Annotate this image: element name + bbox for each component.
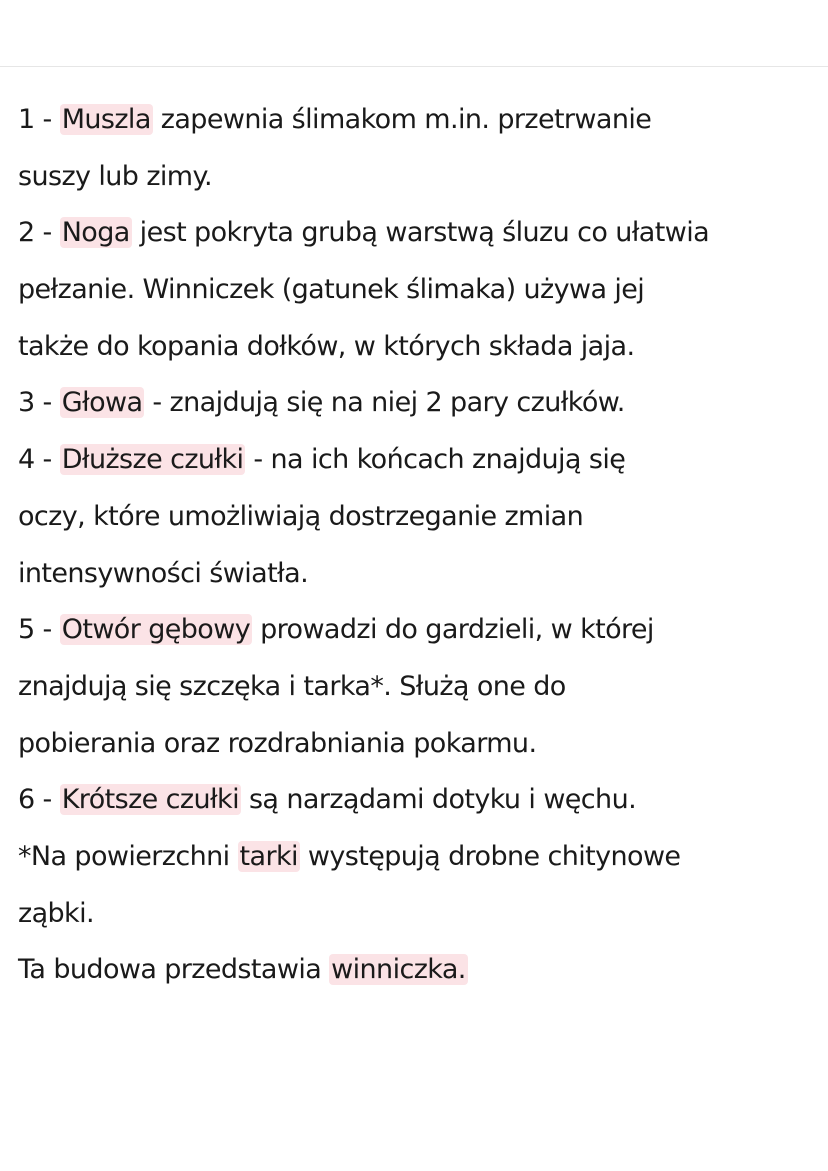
highlighted-term: Otwór gębowy [61, 614, 251, 646]
note-line [18, 489, 818, 546]
note-line [18, 829, 818, 886]
line-text: są narządami dotyku i węchu. [240, 784, 637, 816]
line-text: ząbki. [18, 897, 94, 929]
note-line [18, 205, 818, 262]
line-text: 5 - [18, 614, 60, 646]
line-text: pobierania oraz rozdrabniania pokarmu. [18, 727, 537, 759]
note-line [18, 92, 818, 149]
note-line [18, 319, 818, 376]
line-text: prowadzi do gardzieli, w której [252, 614, 654, 646]
highlighted-term: Noga [61, 217, 130, 249]
line-text: 4 - [18, 444, 60, 476]
line-text: - znajdują się na niej 2 pary czułków. [144, 387, 625, 419]
line-text: oczy, które umożliwiają dostrzeganie zmian [18, 500, 584, 532]
line-text: suszy lub zimy. [18, 160, 213, 192]
note-line [18, 432, 818, 489]
note-line [18, 546, 818, 603]
line-text: 6 - [18, 784, 60, 816]
line-text: pełzanie. Winniczek (gatunek ślimaka) używa jej [18, 274, 645, 306]
line-text: zapewnia ślimakom m.in. przetrwanie [152, 104, 652, 135]
highlighted-term: Dłuższe czułki [61, 444, 244, 476]
line-text: także do kopania dołków, w których składa jaja. [18, 330, 635, 362]
note-line [18, 375, 818, 432]
note-line [18, 886, 818, 943]
line-text: - na ich końcach znajdują się [245, 444, 626, 476]
line-text: 1 - [18, 104, 60, 135]
note-line [18, 716, 818, 773]
line-text: intensywności światła. [18, 557, 309, 589]
highlighted-term: winniczka. [331, 954, 466, 986]
line-text: Ta budowa przedstawia [18, 954, 330, 986]
note-line [18, 602, 818, 659]
line-text: 2 - [18, 217, 60, 249]
note-line [18, 659, 818, 716]
line-text: *Na powierzchni [18, 840, 238, 872]
highlighted-term: tarki [239, 840, 298, 872]
highlighted-term: Muszla [61, 104, 151, 135]
line-text: znajdują się szczęka i tarka*. Służą one do [18, 670, 566, 702]
line-text: występują drobne chitynowe [299, 840, 681, 872]
note-line [18, 772, 818, 829]
highlighted-term: Głowa [61, 387, 143, 419]
highlighted-term: Krótsze czułki [61, 784, 239, 816]
top-divider [0, 66, 828, 67]
note-line [18, 149, 818, 206]
snail-notes [18, 92, 818, 999]
line-text: 3 - [18, 387, 60, 419]
note-line [18, 942, 818, 999]
line-text: jest pokryta grubą warstwą śluzu co ułatwia [131, 217, 710, 249]
note-line [18, 262, 818, 319]
